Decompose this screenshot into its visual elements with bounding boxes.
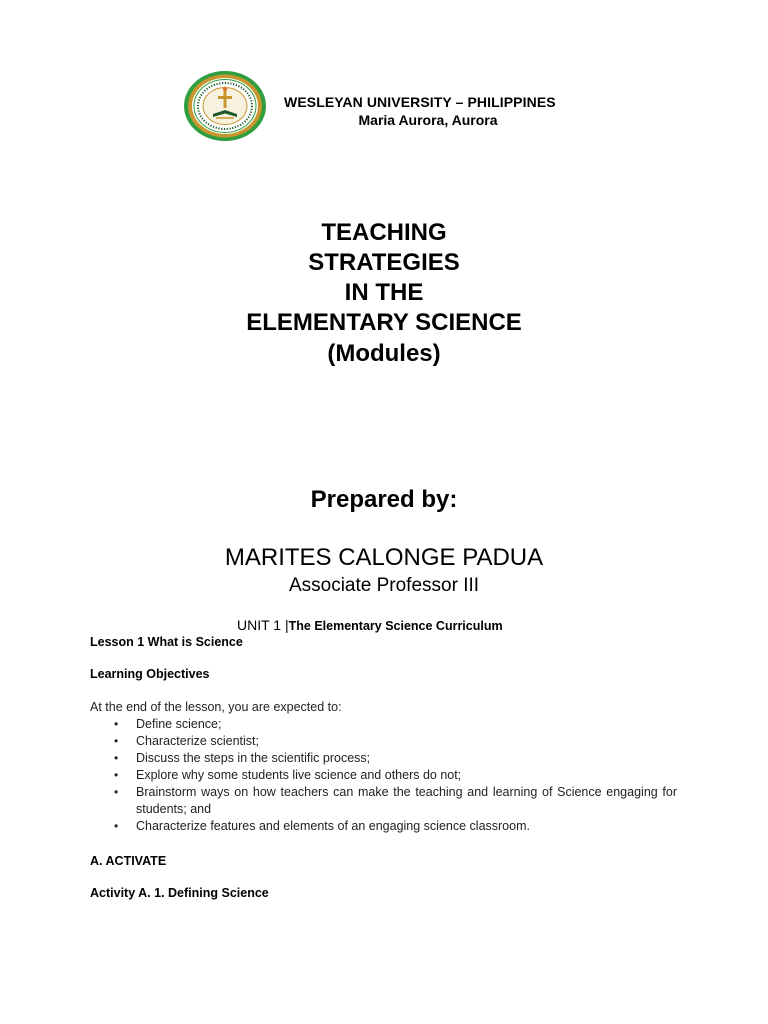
university-location: Maria Aurora, Aurora [358, 112, 498, 128]
bullet-icon: • [114, 751, 119, 765]
objectives-list [112, 716, 677, 835]
bullet-icon: • [114, 717, 119, 731]
list-item: • Explore why some students live science and others do not; [114, 768, 462, 782]
author-name: MARITES CALONGE PADUA [224, 544, 544, 571]
unit-label: UNIT 1 | [237, 617, 289, 633]
list-item: • Discuss the steps in the scientific process; [114, 751, 371, 765]
list-item: • Characterize scientist; [114, 734, 259, 748]
list-item: • Define science; [114, 717, 222, 731]
unit-heading [237, 617, 503, 633]
university-name: WESLEYAN UNIVERSITY – PHILIPPINES [284, 94, 556, 110]
unit-title: The Elementary Science Curriculum [288, 619, 503, 633]
document-title-line-5: (Modules) [327, 340, 441, 367]
document-title-line-4: ELEMENTARY SCIENCE [246, 309, 522, 336]
bullet-icon: • [114, 734, 119, 748]
activity-heading: Activity A. 1. Defining Science [90, 886, 269, 900]
bullet-icon: • [114, 785, 119, 799]
objectives-intro: At the end of the lesson, you are expected to: [90, 700, 342, 714]
list-item: • Brainstorm ways on how teachers can make the teaching and learning of Science engaging for students; and [114, 785, 677, 816]
lesson-title: Lesson 1 What is Science [90, 635, 243, 649]
document-title-line-2: STRATEGIES [308, 249, 460, 276]
author-position: Associate Professor III [288, 575, 480, 596]
university-seal-logo [183, 70, 267, 142]
section-activate-heading: A. ACTIVATE [90, 854, 167, 868]
list-item: • Characterize features and elements of an engaging science classroom. [114, 819, 530, 833]
objectives-heading: Learning Objectives [90, 667, 210, 681]
prepared-by-label: Prepared by: [310, 486, 458, 513]
bullet-icon: • [114, 819, 119, 833]
bullet-icon: • [114, 768, 119, 782]
document-title-line-3: IN THE [344, 279, 424, 306]
document-title-line-1: TEACHING [321, 219, 447, 246]
